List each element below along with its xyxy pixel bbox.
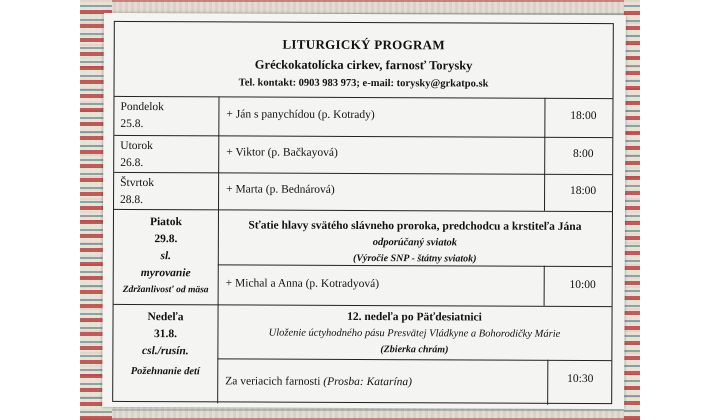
day-cell-monday [120,99,216,133]
day-name: Pondelok [120,100,164,114]
intention-friday: + Michal a Anna (p. Kotradyová) [225,277,380,291]
grid-line [114,304,612,307]
time-thursday: 18:00 [569,184,597,198]
feast-note: (Zbierka chrám) [380,344,449,356]
grid-line [547,360,548,405]
day-note: sl. [160,250,172,263]
intention-tuesday: + Viktor (p. Bačkayová) [226,146,338,159]
feast-friday [218,217,612,268]
day-name: Utorok [120,139,153,153]
time-monday: 18:00 [570,109,597,123]
grid-line [544,266,545,306]
day-cell-tuesday [120,138,216,172]
feast-note: (Výročie SNP - štátny sviatok) [353,252,477,265]
day-date: 29.8. [154,233,178,246]
day-cell-friday [114,214,218,299]
day-date: 28.8. [120,193,144,207]
intention-text: Za veriacich farnosti [225,375,321,388]
day-date: 26.8. [120,156,144,170]
day-note: csl./rusín. [142,345,189,358]
day-name: Piatok [149,216,182,229]
program-title: LITURGICKÝ PROGRAM [282,36,446,53]
feast-title: 12. nedeľa po Päťdesiatnici [347,310,482,324]
day-note: Zdržanlivosť od mäsa [122,284,209,296]
program-sheet [102,13,626,409]
grid-line [544,98,545,211]
program-header [114,22,612,98]
day-note: Požehnanie detí [130,365,200,378]
day-name: Nedeľa [147,311,184,324]
contact-line: Tel. kontakt: 0903 983 973; e-mail: torysky@grkatpo.sk [238,77,489,90]
feast-note: Uloženie úctyhodného pásu Presvätej Vládkyne a Bohorodičky Márie [268,327,561,340]
intention-monday: + Ján s panychídou (p. Kotrady) [226,108,375,122]
intention-thursday: + Marta (p. Bednárová) [226,183,335,196]
feast-note: odporúčaný sviatok [372,237,458,249]
program-table [112,21,614,404]
grid-line [114,209,612,212]
intention-note: (Prosba: Katarína) [323,375,413,389]
time-sunday: 10:30 [567,372,594,386]
parish-name: Gréckokatolícka cirkev, farnosť Torysky [254,57,473,73]
day-note: myrovanie [140,267,191,280]
time-friday: 10:00 [569,278,596,292]
day-date: 31.8. [153,328,177,341]
day-date: 25.8. [120,117,144,131]
day-cell-thursday [120,175,216,209]
feast-sunday [217,308,611,359]
feast-title: Sťatie hlavy svätého slávneho proroka, predchodcu a krstiteľa Jána [248,219,582,233]
time-tuesday: 8:00 [572,147,594,161]
day-name: Štvrtok [120,176,155,190]
intention-sunday [225,375,412,388]
day-cell-sunday [113,309,217,380]
cloth-stripe-right [624,0,640,420]
